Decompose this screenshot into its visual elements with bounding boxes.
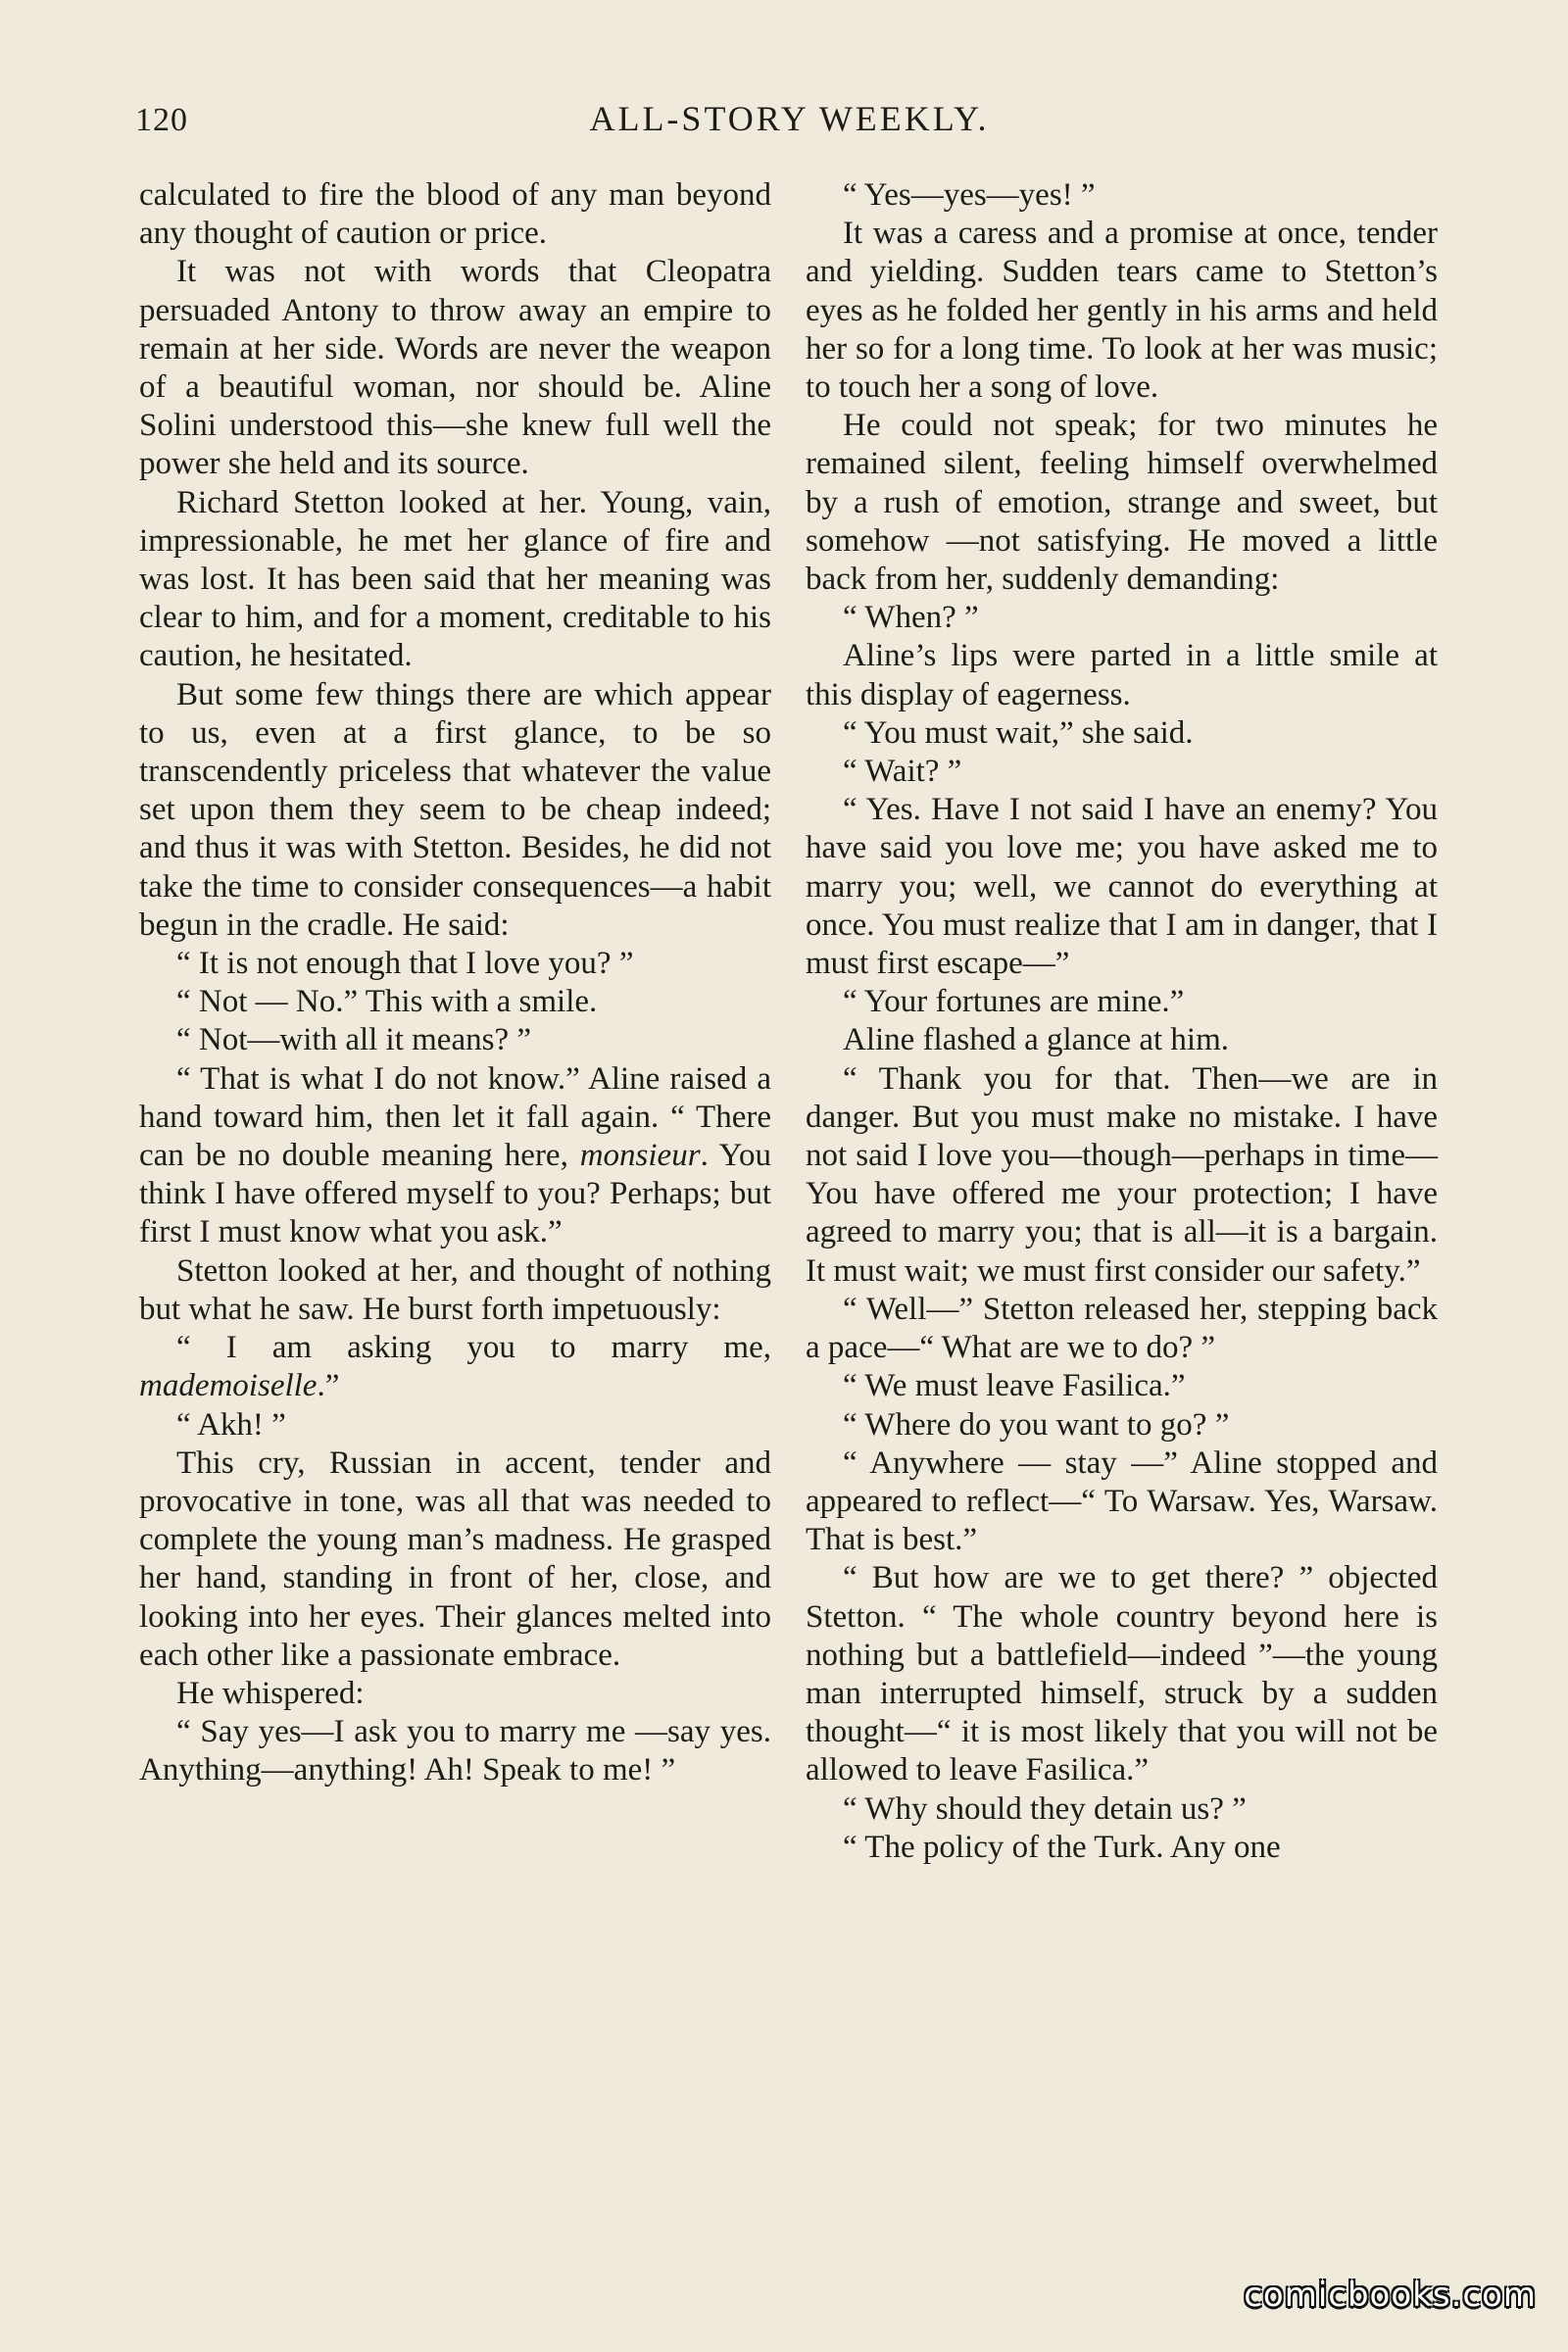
paragraph: “ Yes—yes—yes! ” (843, 177, 1096, 213)
paragraph: Aline’s lips were parted in a little smile at this display of eagerness. (806, 638, 1438, 712)
paragraph: It was not with words that Cleopatra persuaded Antony to throw away an empire to remain at her side. Words are never the weapon of a beautiful woman, nor should be. Aline Solini understood this—she knew full well the power she held and its source. (139, 254, 771, 482)
paragraph: “ Akh! ” (176, 1406, 286, 1443)
paragraph: This cry, Russian in accent, tender and provocative in tone, was all that was needed to complete the young man’s madness. He grasped her hand, standing in front of her, close, and looking into her eyes. Their glances melted into each other like a passionate embrace. (139, 1445, 771, 1673)
paragraph: He could not speak; for two minutes he remained silent, feeling himself overwhelmed by a rush of emotion, strange and sweet, but somehow —not satisfying. He moved a little back from her, suddenly demanding: (806, 408, 1438, 598)
paragraph: “ Anywhere — stay —” Aline stopped and appeared to reflect—“ To Warsaw. Yes, Warsaw. That is best.” (806, 1445, 1438, 1558)
page-header (135, 98, 1444, 149)
paragraph: “ Why should they detain us? ” (843, 1790, 1247, 1827)
text-span: .” (317, 1368, 340, 1404)
italic-word: mademoiselle (139, 1368, 318, 1404)
paragraph: “ Well—” Stetton released her, stepping back a pace—“ What are we to do? ” (806, 1291, 1438, 1366)
text-span: “ That is what I do not know.” Aline raised a hand toward him, then let it fall again. “ There can be no double meaning here, (139, 1060, 771, 1174)
paragraph: Aline flashed a glance at him. (843, 1022, 1230, 1058)
paragraph: “ But how are we to get there? ” objected Stetton. “ The whole country beyond here is nothing but a battlefield—indeed ”—the young man interrupted himself, struck by a sudden thought—“ it is most likely that you will not be allowed to leave Fasilica.” (806, 1560, 1438, 1788)
paragraph: Richard Stetton looked at her. Young, vain, impressionable, he met her glance of fire and was lost. It has been said that her meaning was clear to him, and for a moment, creditable to his caution, he hesitated. (139, 484, 771, 674)
paragraph: “ Your fortunes are mine.” (843, 984, 1185, 1020)
paragraph: “ You must wait,” she said. (843, 714, 1194, 751)
paragraph: calculated to fire the blood of any man beyond any thought of caution or price. (139, 177, 771, 252)
paragraph: “ Thank you for that. Then—we are in danger. But you must make no mistake. I have not said I love you—though—perhaps in time— You have offered me your protection; I have agreed to marry you; that is all—it is a bargain. It must wait; we must first consider our safety.” (806, 1060, 1438, 1289)
paragraph: “ Not—with all it means? ” (176, 1022, 531, 1058)
text-span: “ I am asking you to marry me, (176, 1330, 771, 1366)
paragraph: “ Not — No.” This with a smile. (176, 984, 598, 1020)
watermark-logo: comicbooks.com (1244, 2276, 1537, 2315)
paragraph: “ We must leave Fasilica.” (843, 1368, 1186, 1404)
paragraph: It was a caress and a promise at once, tender and yielding. Sudden tears came to Stetton’s eyes as he folded her gently in his arms and held her so for a long time. To look at her was music; to touch her a song of love. (806, 216, 1438, 406)
paragraph (139, 1060, 771, 1252)
paragraph: “ When? ” (843, 600, 979, 636)
paragraph: “ The policy of the Turk. Any one (843, 1829, 1281, 1865)
paragraph: “ Where do you want to go? ” (843, 1406, 1230, 1443)
italic-word: monsieur (579, 1138, 701, 1174)
paragraph: “ Say yes—I ask you to marry me —say yes. Anything—anything! Ah! Speak to me! ” (139, 1714, 771, 1788)
text-span: . You think I have offered myself to you? Perhaps; but first I must know what you ask.” (139, 1138, 771, 1250)
paragraph (139, 1329, 771, 1405)
left-column (139, 176, 771, 1790)
right-column (806, 176, 1438, 1867)
paragraph: He whispered: (176, 1675, 365, 1711)
running-title: ALL-STORY WEEKLY. (589, 99, 990, 138)
paragraph: “ It is not enough that I love you? ” (176, 946, 634, 982)
paragraph: “ Yes. Have I not said I have an enemy? You have said you love me; you have asked me to marry you; well, we cannot do everything at once. You must realize that I am in danger, that I must first escape—” (806, 792, 1438, 982)
paragraph: “ Wait? ” (843, 754, 962, 790)
paragraph: But some few things there are which appear to us, even at a first glance, to be so transcendently priceless that whatever the value set upon them they seem to be cheap indeed; and thus it was with Stetton. Besides, he did not take the time to consider consequences—a habit begun in the cradle. He said: (139, 676, 771, 943)
page-number: 120 (135, 102, 188, 138)
paragraph: Stetton looked at her, and thought of nothing but what he saw. He burst forth impetuously: (139, 1252, 771, 1327)
